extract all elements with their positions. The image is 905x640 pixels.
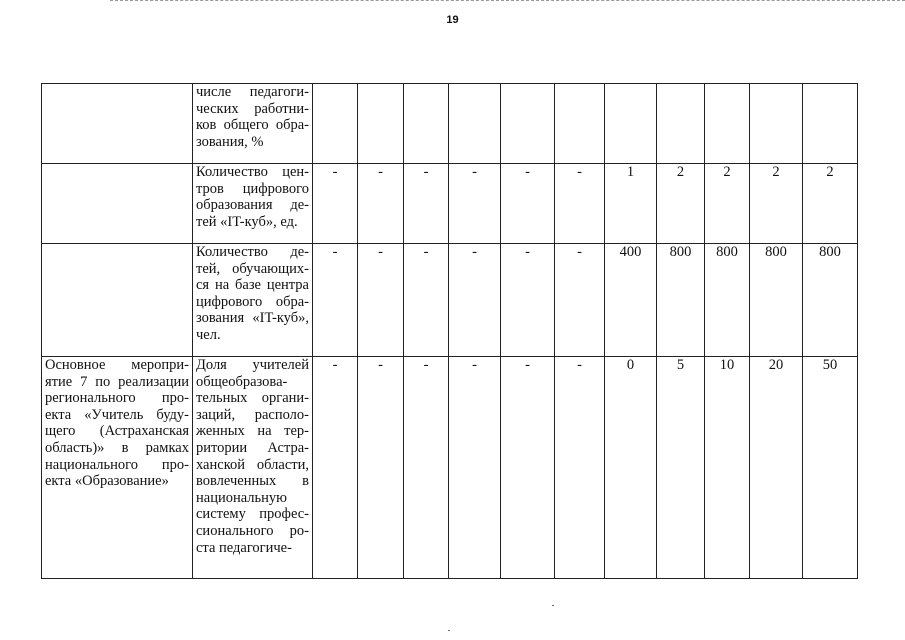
- value-cell: [803, 84, 858, 164]
- indicator-cell: Количество де- тей, обучающих- ся на базе центра цифрового обра- зования «IT-куб», чел.: [193, 244, 313, 357]
- value-cell: [750, 84, 803, 164]
- value-cell: -: [358, 244, 404, 357]
- indicator-cell: числе педагоги- ческих работни- ков общего обра- зования, %: [193, 84, 313, 164]
- value-cell: 800: [803, 244, 858, 357]
- table-row: [42, 357, 858, 579]
- page-number: 19: [446, 14, 459, 26]
- scan-speck: [552, 605, 554, 606]
- value-cell: -: [358, 164, 404, 244]
- value-cell: 2: [803, 164, 858, 244]
- value-cell: -: [313, 357, 358, 579]
- value-cell: 1: [605, 164, 657, 244]
- value-cell: -: [404, 357, 449, 579]
- value-cell: -: [501, 164, 555, 244]
- value-cell: 800: [657, 244, 705, 357]
- value-cell: [501, 84, 555, 164]
- indicators-table: [41, 83, 858, 579]
- value-cell: [555, 84, 605, 164]
- table-row: [42, 84, 858, 164]
- value-cell: -: [555, 244, 605, 357]
- value-cell: [449, 84, 501, 164]
- value-cell: 0: [605, 357, 657, 579]
- value-cell: 800: [750, 244, 803, 357]
- value-cell: [705, 84, 750, 164]
- value-cell: [358, 84, 404, 164]
- value-cell: 5: [657, 357, 705, 579]
- value-cell: -: [449, 244, 501, 357]
- value-cell: -: [404, 164, 449, 244]
- value-cell: 2: [705, 164, 750, 244]
- measure-cell: [42, 84, 193, 164]
- value-cell: 400: [605, 244, 657, 357]
- table-row: [42, 244, 858, 357]
- value-cell: 10: [705, 357, 750, 579]
- indicator-cell: Доля учителей общеобразова- тельных органи- заций, располо- женных на тер- ритории Астра- ханской области, вовлеченных в национальную систему профес- сионального ро- ста педагогиче-: [193, 357, 313, 579]
- value-cell: -: [501, 357, 555, 579]
- measure-cell: Основное меропри- ятие 7 по реализации регионального про- екта «Учитель буду- щего (Астраханская область)» в рамках национального про- екта «Образование»: [42, 357, 193, 579]
- value-cell: -: [555, 164, 605, 244]
- value-cell: [313, 84, 358, 164]
- value-cell: -: [404, 244, 449, 357]
- value-cell: -: [449, 357, 501, 579]
- value-cell: [657, 84, 705, 164]
- value-cell: -: [313, 244, 358, 357]
- value-cell: [404, 84, 449, 164]
- value-cell: 50: [803, 357, 858, 579]
- value-cell: -: [501, 244, 555, 357]
- scan-speck: [448, 630, 450, 631]
- scan-top-edge: [110, 0, 905, 3]
- value-cell: -: [358, 357, 404, 579]
- value-cell: 2: [750, 164, 803, 244]
- value-cell: 800: [705, 244, 750, 357]
- measure-cell: [42, 244, 193, 357]
- value-cell: 2: [657, 164, 705, 244]
- value-cell: -: [313, 164, 358, 244]
- value-cell: -: [555, 357, 605, 579]
- measure-cell: [42, 164, 193, 244]
- indicator-cell: Количество цен- тров цифрового образования де- тей «IT-куб», ед.: [193, 164, 313, 244]
- table-row: [42, 164, 858, 244]
- value-cell: [605, 84, 657, 164]
- value-cell: 20: [750, 357, 803, 579]
- value-cell: -: [449, 164, 501, 244]
